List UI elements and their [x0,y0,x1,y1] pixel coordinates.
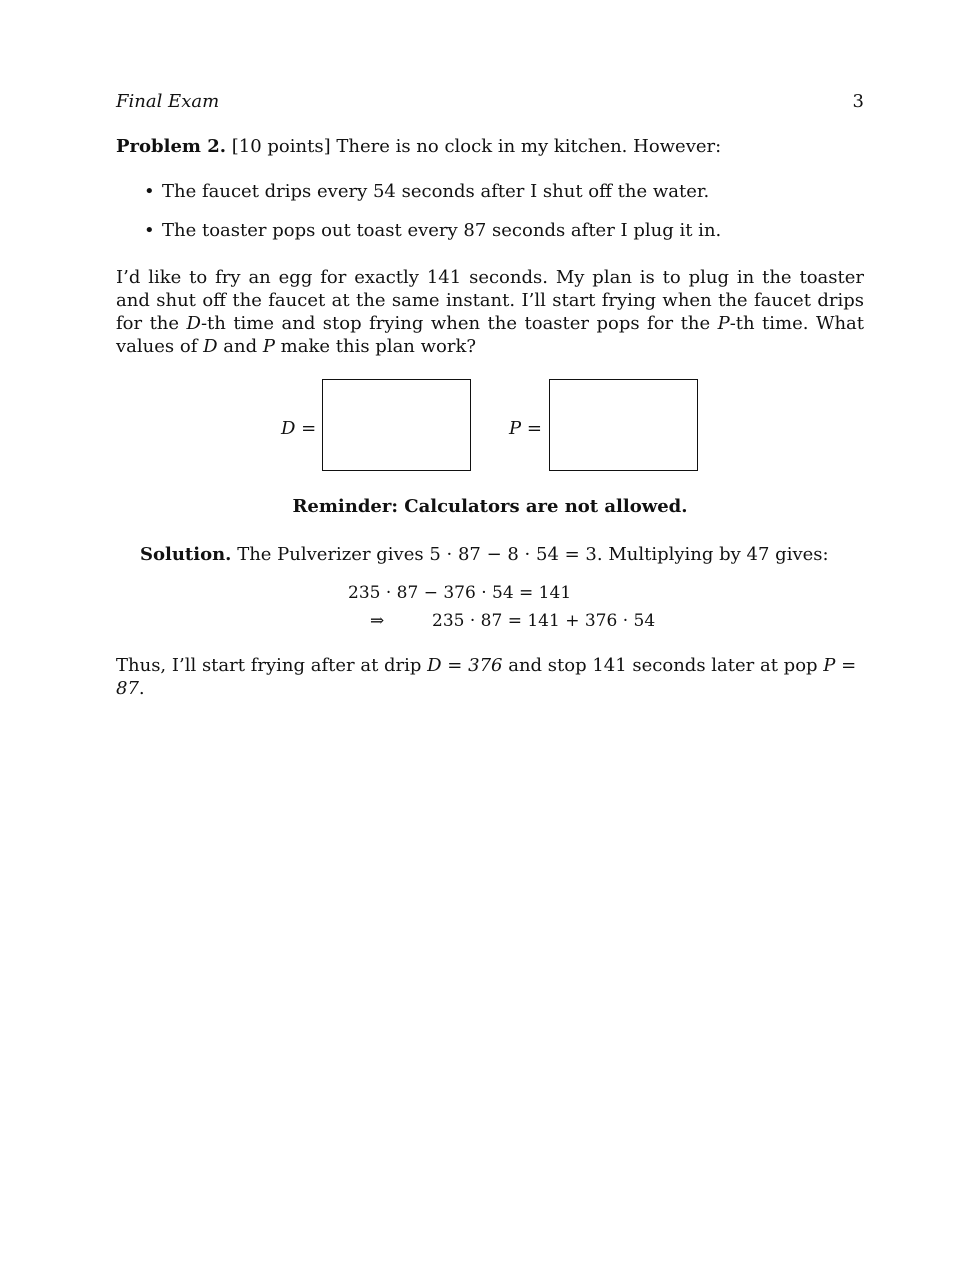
variable-p: P [717,313,730,334]
conclusion-text: Thus, I’ll start frying after at drip [116,655,428,676]
exam-page [116,90,864,700]
problem-paragraph [116,266,864,358]
bullet-icon: • [144,220,155,241]
reminder-note: Reminder: Calculators are not allowed. [292,496,688,517]
bullet-icon: • [144,181,155,202]
paragraph-text: -th time. What values of [116,313,865,357]
paragraph-text: make this plan work? [274,336,477,357]
paragraph-text: and [217,336,263,357]
problem-bullet-list [116,180,864,242]
bullet-text: The faucet drips every 54 seconds after I shut off the water. [162,181,710,202]
conclusion-d-value: D = 376 [427,655,503,676]
solution-conclusion [116,654,864,700]
answer-p-label: P = [509,418,542,439]
variable-p: P [262,336,275,357]
implies-symbol: ⇒ [370,611,385,631]
solution-label: Solution. [140,544,232,565]
variable-d: D [203,336,218,357]
conclusion-text: and stop 141 seconds later at pop [502,655,824,676]
equation-line-1: 235 · 87 − 376 · 54 = 141 [348,583,572,603]
answer-p-box[interactable] [549,379,698,471]
paragraph-text: I’d like to fry an egg for exactly 141 seconds. My plan is to plug in the toaster and shut off the faucet at the same instant. I’ll start frying when the faucet drips for the [116,267,864,334]
variable-d: D [186,313,201,334]
problem-label: Problem 2. [116,136,227,157]
problem-intro: There is no clock in my kitchen. However: [336,136,722,157]
answer-d-label: D = [281,418,317,439]
solution-text: The Pulverizer gives 5 · 87 − 8 · 54 = 3. Multiplying by 47 gives: [237,544,829,565]
list-item [144,219,864,242]
conclusion-p-value: P = 87 [116,655,857,699]
equation-line-2: 235 · 87 = 141 + 376 · 54 [432,611,656,631]
paragraph-text: -th time and stop frying when the toaster pops for the [200,313,718,334]
page-number: 3 [852,91,864,112]
list-item [144,180,864,203]
solution-intro [116,543,864,566]
bullet-text: The toaster pops out toast every 87 seconds after I plug it in. [162,220,722,241]
exam-title: Final Exam [116,91,220,112]
page-header [116,90,864,114]
answer-boxes [116,379,864,471]
problem-points: [10 points] [231,136,331,157]
equation-block [116,582,864,642]
conclusion-period: . [138,678,145,699]
answer-d-box[interactable] [322,379,471,471]
problem-heading [116,135,864,158]
